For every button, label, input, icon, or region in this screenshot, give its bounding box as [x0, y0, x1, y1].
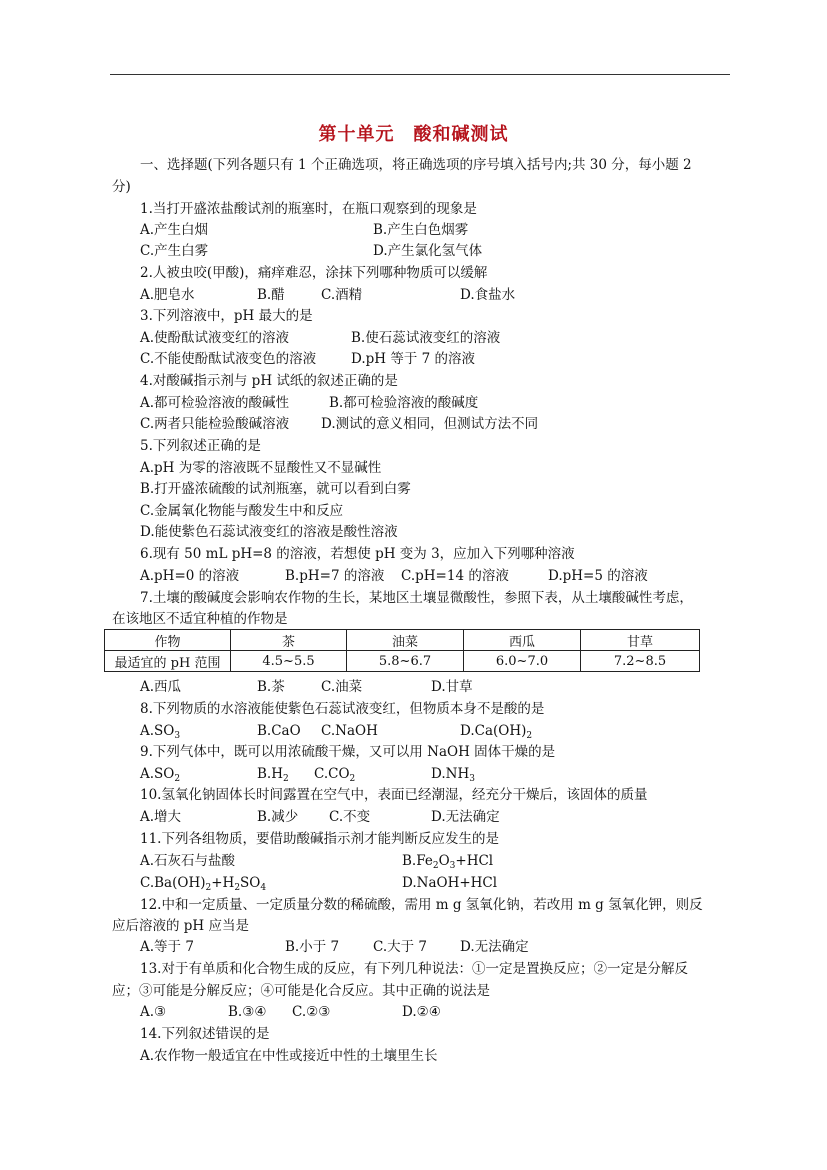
q9-option-a: $A.SO_2$ — [140, 766, 181, 784]
header-rule — [110, 74, 730, 75]
q7-option-d: D.甘草 — [431, 679, 473, 695]
q10-option-b: B.减少 — [257, 809, 299, 825]
q7-option-a: A.西瓜 — [140, 679, 182, 695]
question-9-stem: 9.下列气体中，既可以用浓硫酸干燥，又可以用 NaOH 固体干燥的是 — [140, 744, 556, 760]
q11-option-d: D.NaOH+HCl — [402, 875, 498, 891]
q3-option-b: B.使石蕊试液变红的溶液 — [351, 330, 501, 346]
q11-option-c: $C.Ba(OH)_2+H_2SO_4$ — [140, 875, 267, 893]
q7-option-c: C.油菜 — [321, 679, 363, 695]
q6-option-d: D.pH=5 的溶液 — [548, 568, 648, 584]
section-intro: 一、选择题(下列各题只有 1 个正确选项，将正确选项的序号填入括号内;共 30 分，每小题 2 — [140, 157, 692, 173]
question-7-stem-cont: 在该地区不适宜种植的作物是 — [112, 611, 288, 627]
q10-option-a: A.增大 — [140, 809, 182, 825]
q6-option-a: A.pH=0 的溶液 — [140, 568, 240, 584]
q5-option-c: C.金属氧化物能与酸发生中和反应 — [140, 503, 344, 519]
q8-option-b: B.CaO — [257, 723, 301, 739]
q10-option-d: D.无法确定 — [431, 809, 500, 825]
q9-option-d: $D.NH_3$ — [431, 766, 475, 784]
question-11-stem: 11.下列各组物质，要借助酸碱指示剂才能判断反应发生的是 — [140, 831, 499, 847]
q2-option-b: B.醋 — [257, 287, 285, 303]
section-intro-cont: 分) — [112, 179, 131, 195]
q4-option-b: B.都可检验溶液的酸碱度 — [329, 395, 479, 411]
q11-option-b: $B.Fe_2O_3+HCl$ — [402, 853, 494, 871]
q1-option-c: C.产生白雾 — [140, 243, 209, 259]
q2-option-d: D.食盐水 — [460, 287, 516, 303]
question-3-stem: 3.下列溶液中，pH 最大的是 — [140, 308, 313, 324]
question-4-stem: 4.对酸碱指示剂与 pH 试纸的叙述正确的是 — [140, 373, 398, 389]
table-cell: 6.0~7.0 — [464, 651, 581, 672]
question-10-stem: 10.氢氧化钠固体长时间露置在空气中，表面已经潮湿，经充分干燥后，该固体的质量 — [140, 787, 648, 803]
q8-option-c: C.NaOH — [321, 723, 378, 739]
table-row — [105, 651, 700, 672]
table-cell: 5.8~6.7 — [347, 651, 464, 672]
q2-option-a: A.肥皂水 — [140, 287, 195, 303]
q8-option-a: $A.SO_3$ — [140, 723, 181, 741]
q1-option-b: B.产生白色烟雾 — [373, 222, 469, 238]
q9-option-c: $C.CO_2$ — [314, 766, 356, 784]
q3-option-d: D.pH 等于 7 的溶液 — [351, 351, 476, 367]
q8-option-d: $D.Ca(OH)_2$ — [460, 723, 533, 741]
table-row — [105, 630, 700, 651]
question-2-stem: 2.人被虫咬(甲酸)，痛痒难忍，涂抹下列哪种物质可以缓解 — [140, 265, 488, 281]
question-8-stem: 8.下列物质的水溶液能使紫色石蕊试液变红，但物质本身不是酸的是 — [140, 701, 545, 717]
q6-option-c: C.pH=14 的溶液 — [401, 568, 509, 584]
question-1-stem: 1.当打开盛浓盐酸试剂的瓶塞时，在瓶口观察到的现象是 — [140, 201, 477, 217]
q5-option-d: D.能使紫色石蕊试液变红的溶液是酸性溶液 — [140, 524, 398, 540]
table-cell: 4.5~5.5 — [231, 651, 347, 672]
q12-option-a: A.等于 7 — [140, 939, 194, 955]
q12-option-b: B.小于 7 — [285, 939, 340, 955]
q13-option-c: C.②③ — [292, 1004, 331, 1020]
q13-option-a: A.③ — [140, 1004, 167, 1020]
q14-option-a: A.农作物一般适宜在中性或接近中性的土壤里生长 — [140, 1048, 438, 1064]
q2-option-c: C.酒精 — [321, 287, 363, 303]
q5-option-b: B.打开盛浓硫酸的试剂瓶塞，就可以看到白雾 — [140, 481, 411, 497]
q1-option-a: A.产生白烟 — [140, 222, 209, 238]
table-cell: 茶 — [231, 630, 347, 651]
q13-option-b: B.③④ — [228, 1004, 267, 1020]
q3-option-a: A.使酚酞试液变红的溶液 — [140, 330, 290, 346]
table-cell: 甘草 — [581, 630, 700, 651]
table-cell: 作物 — [105, 630, 231, 651]
question-14-stem: 14.下列叙述错误的是 — [140, 1026, 270, 1042]
ph-range-table — [104, 629, 700, 672]
q13-option-d: D.②④ — [402, 1004, 441, 1020]
question-6-stem: 6.现有 50 mL pH=8 的溶液，若想使 pH 变为 3，应加入下列哪种溶液 — [140, 546, 575, 562]
q12-option-d: D.无法确定 — [460, 939, 529, 955]
question-13-stem: 13.对于有单质和化合物生成的反应，有下列几种说法：①一定是置换反应；②一定是分解反 — [140, 961, 688, 977]
q9-option-b: $B.H_2$ — [257, 766, 289, 784]
question-12-stem: 12.中和一定质量、一定质量分数的稀硫酸，需用 m g 氢氧化钠，若改用 m g 氢氧化钾，则反 — [140, 897, 703, 913]
q4-option-a: A.都可检验溶液的酸碱性 — [140, 395, 290, 411]
table-cell: 油菜 — [347, 630, 464, 651]
q4-option-d: D.测试的意义相同，但测试方法不同 — [321, 416, 539, 432]
table-cell: 西瓜 — [464, 630, 581, 651]
question-5-stem: 5.下列叙述正确的是 — [140, 438, 261, 454]
q1-option-d: D.产生氯化氢气体 — [373, 243, 483, 259]
q10-option-c: C.不变 — [329, 809, 371, 825]
question-7-stem: 7.土壤的酸碱度会影响农作物的生长，某地区土壤显微酸性，参照下表，从土壤酸碱性考虑， — [140, 590, 693, 606]
table-cell: 7.2~8.5 — [581, 651, 700, 672]
question-13-stem-cont: 应；③可能是分解反应；④可能是化合反应。其中正确的说法是 — [112, 983, 490, 999]
q11-option-a: A.石灰石与盐酸 — [140, 853, 236, 869]
q4-option-c: C.两者只能检验酸碱溶液 — [140, 416, 290, 432]
table-cell: 最适宜的 pH 范围 — [105, 651, 231, 672]
q7-option-b: B.茶 — [257, 679, 285, 695]
q5-option-a: A.pH 为零的溶液既不显酸性又不显碱性 — [140, 460, 382, 476]
q12-option-c: C.大于 7 — [373, 939, 428, 955]
q6-option-b: B.pH=7 的溶液 — [285, 568, 385, 584]
question-12-stem-cont: 应后溶液的 pH 应当是 — [112, 918, 249, 934]
page-title: 第十单元 酸和碱测试 — [318, 124, 509, 145]
q3-option-c: C.不能使酚酞试液变色的溶液 — [140, 351, 317, 367]
